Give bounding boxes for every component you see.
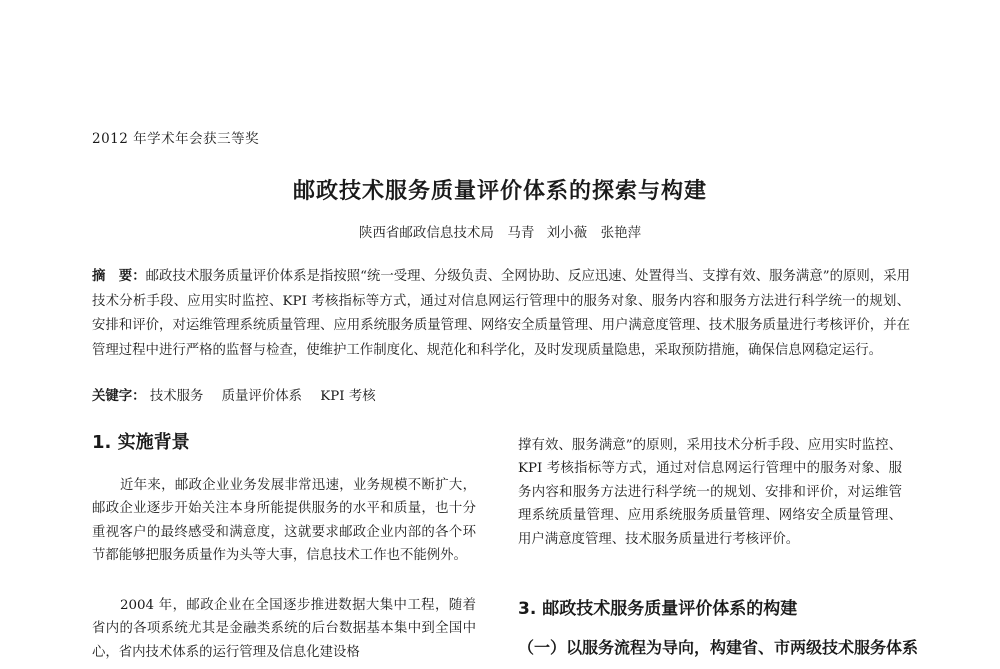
keywords-label: 关键字： <box>92 389 146 404</box>
subsection-heading: （一）以服务流程为导向，构建省、市两级技术服务体系 <box>518 638 919 657</box>
paper-title: 邮政技术服务质量评价体系的探索与构建 <box>292 179 707 204</box>
keyword-item: 技术服务 <box>149 389 204 404</box>
section-heading-background: 1. 实施背景 <box>92 432 190 453</box>
abstract <box>92 265 910 363</box>
body-paragraph: 2004 年，邮政企业在全国逐步推进数据大集中工程，随着省内的各项系统尤其是金融类系统的后台数据基本集中到全国中心，省内技术体系的运行管理及信息化建设格 <box>92 598 476 660</box>
keyword-item: KPI 考核 <box>320 389 376 404</box>
abstract-text: 邮政技术服务质量评价体系是指按照“统一受理、分级负责、全网协助、反应迅速、处置得当、支撑有效、服务满意”的原则，采用技术分析手段、应用实时监控、KPI 考核指标等方式，通过对信息网运行管理中的服务对象、服务内容和服务方法进行科学统一的规划、安排和评价，对运维管理系统质量管理、应用系统服务质量管理、网络安全质量管理、用户满意度管理、技术服务质量进行考核评价，并在管理过程中进行严格的监督与检查，使维护工作制度化、规范化和科学化，及时发现质量隐患，采取预防措施，确保信息网稳定运行。 <box>92 269 911 358</box>
author-line: 陕西省邮政信息技术局 马青 刘小薇 张艳萍 <box>358 225 642 241</box>
keywords <box>92 385 390 404</box>
award-note: 2012 年学术年会获三等奖 <box>92 131 260 147</box>
keyword-item: 质量评价体系 <box>221 389 302 404</box>
body-paragraph: 近年来，邮政企业业务发展非常迅速，业务规模不断扩大，邮政企业逐步开始关注本身所能提供服务的水平和质量，也十分重视客户的最终感受和满意度，这就要求邮政企业内部的各个环节都能够把服务质量作为头等大事，信息技术工作也不能例外。 <box>92 478 476 564</box>
section-heading-construction: 3. 邮政技术服务质量评价体系的构建 <box>518 599 798 619</box>
body-paragraph: 撑有效、服务满意”的原则，采用技术分析手段、应用实时监控、KPI 考核指标等方式，通过对信息网运行管理中的服务对象、服务内容和服务方法进行科学统一的规划、安排和评价，对运维管理系统质量管理、应用系统服务质量管理、网络安全质量管理、用户满意度管理、技术服务质量进行考核评价。 <box>518 438 902 547</box>
abstract-label: 摘 要： <box>92 269 146 284</box>
